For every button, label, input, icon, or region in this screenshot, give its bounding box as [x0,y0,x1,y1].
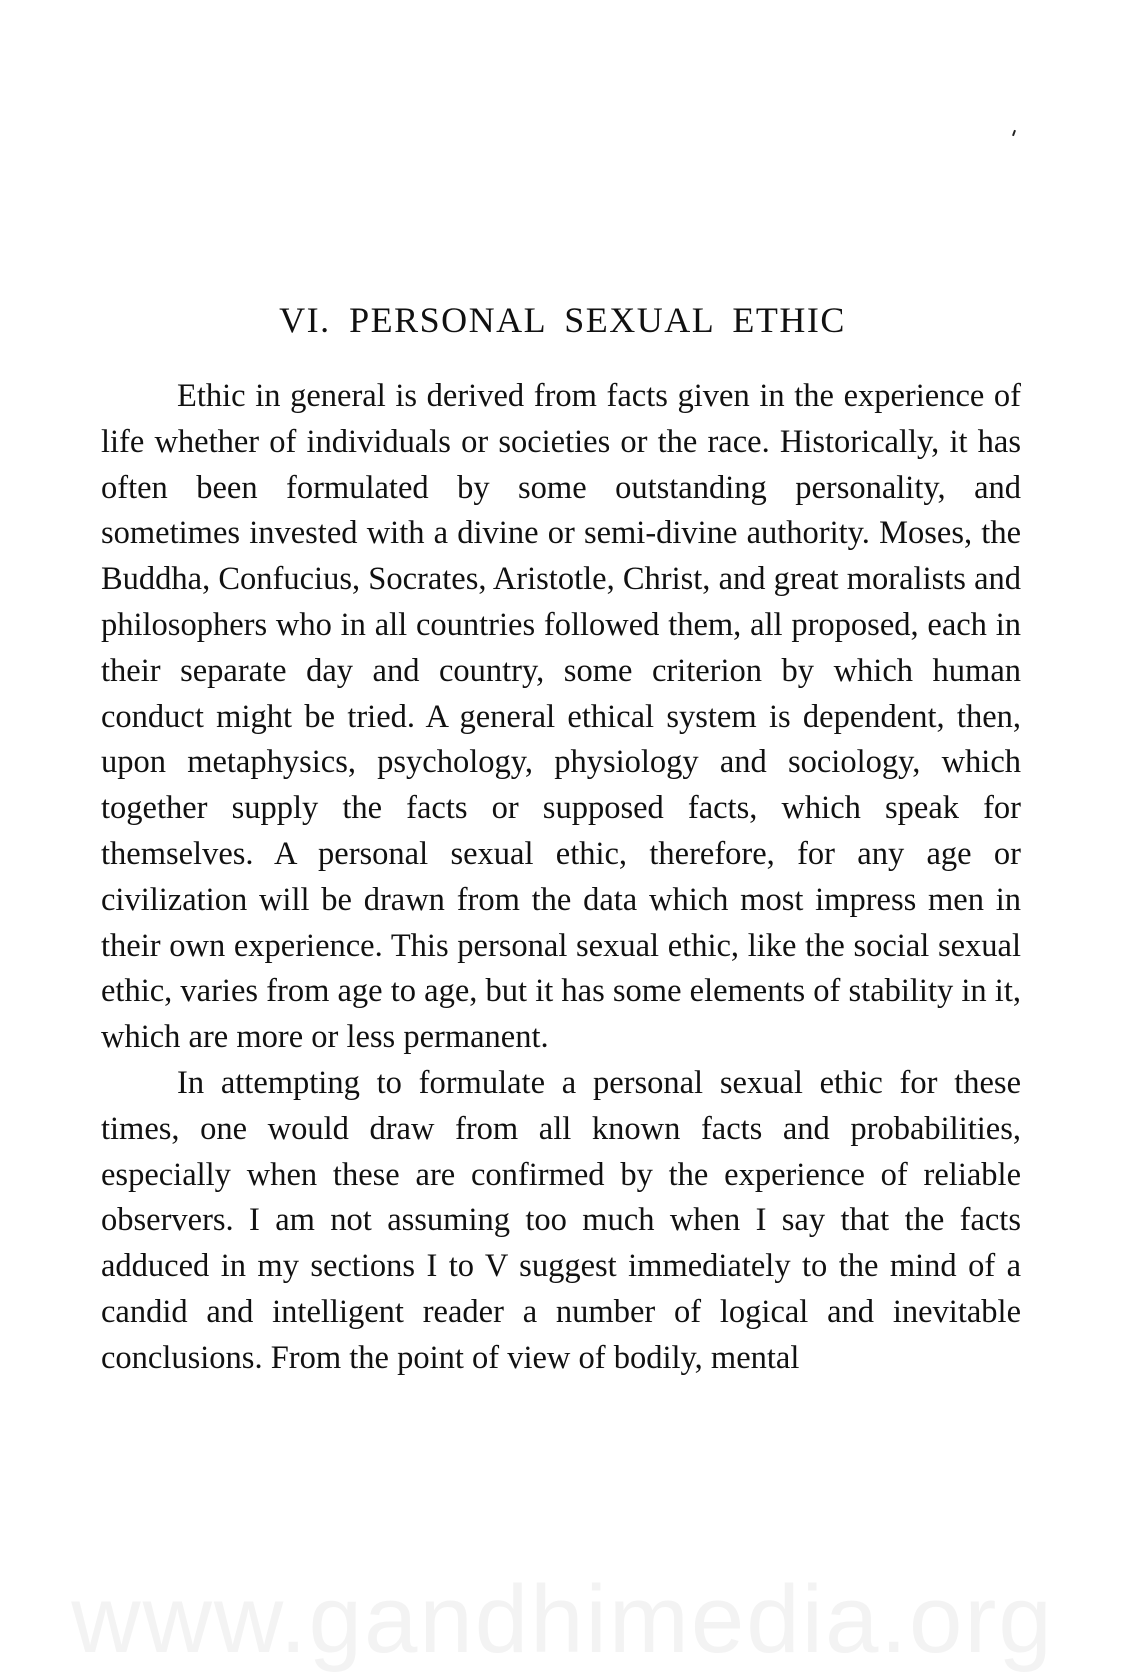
paragraph: Ethic in general is derived from facts given in the experience of life whether of individuals or societies or the race. Historically, it has often been formulated by some outstanding personality, and sometimes invested with a divine or semi-divine authority. Moses, the Buddha, Confucius, Socrates, Aristotle, Christ, and great moralists and philosophers who in all countries followed them, all proposed, each in their separate day and country, some criterion by which human conduct might be tried. A general ethical system is dependent, then, upon metaphysics, psychology, physiology and sociology, which together supply the facts or supposed facts, which speak for themselves. A personal sexual ethic, therefore, for any age or civilization will be drawn from the data which most impress men in their own experience. This personal sexual ethic, like the social sexual ethic, varies from age to age, but it has some elements of stability in it, which are more or less permanent. [101,378,1021,1056]
chapter-title: VI. PERSONAL SEXUAL ETHIC [279,300,846,340]
body-text [101,374,1021,1382]
watermark: www.gandhimedia.org [71,1566,1054,1673]
paragraph: In attempting to formulate a personal sexual ethic for these times, one would draw from all known facts and probabilities, especially when these are confirmed by the experience of reliable observers. I am not assuming too much when I say that the facts adduced in my sections I to V suggest immediately to the mind of a candid and intelligent reader a number of logical and inevitable conclusions. From the point of view of bodily, mental [101,1064,1021,1376]
stray-ink-mark [1012,130,1016,136]
